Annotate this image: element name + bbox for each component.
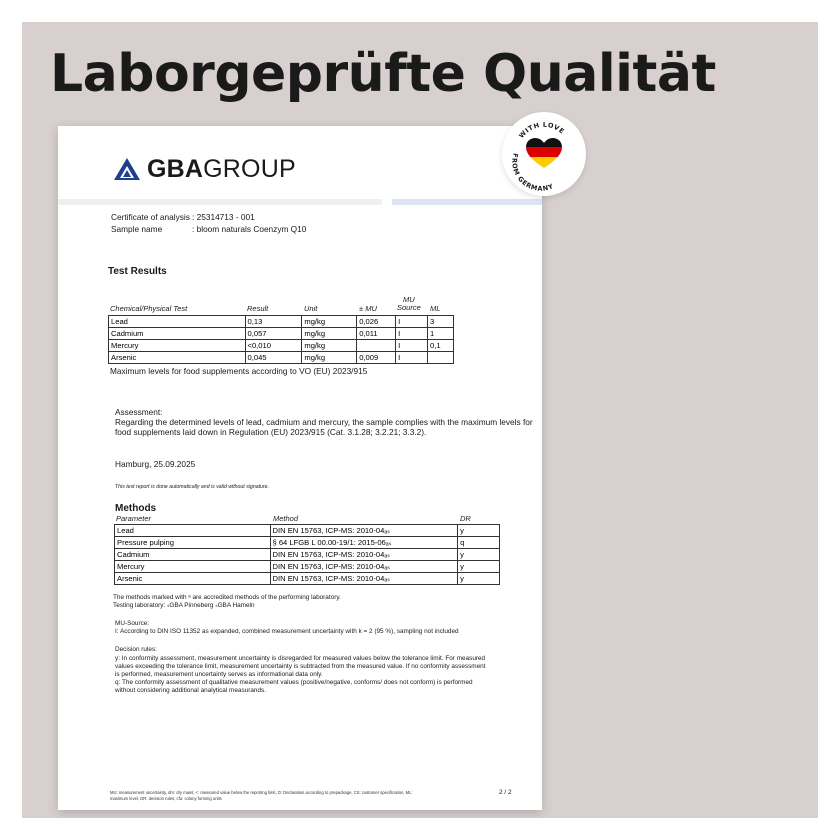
cell: § 64 LFGB L 00.00-19/1: 2015-06ₐₛ <box>270 537 458 549</box>
table-row <box>115 549 500 561</box>
decision-rules-label: Decision rules: <box>115 646 157 653</box>
decision-rule-line: y: In conformity assessment, measurement uncertainty is disregarded for measured values below the tolerance limit. For measured <box>115 655 486 662</box>
accredited-note: The methods marked with ᵃ are accredited methods of the performing laboratory. <box>113 594 341 601</box>
with-love-from-germany-badge <box>502 112 586 196</box>
cell: mg/kg <box>302 340 357 352</box>
cell: mg/kg <box>302 316 357 328</box>
page-number: 2 / 2 <box>499 789 512 796</box>
max-levels-note: Maximum levels for food supplements according to VO (EU) 2023/915 <box>110 366 368 376</box>
svg-text:WITH LOVE <box>517 121 566 140</box>
cell: 0,011 <box>357 328 396 340</box>
footer-legend-line-1: MU: measurement uncertainty, dm: dry mass; <: measured value below the reporting limit, D: Declaration according to prepackage, CS: customer specification, ML: <box>110 790 413 795</box>
cell: DIN EN 15763, ICP-MS: 2010-04ₐₛ <box>270 573 458 585</box>
sample-value: : bloom naturals Coenzym Q10 <box>192 224 307 234</box>
cell: Mercury <box>115 561 271 573</box>
methods-header-dr: DR <box>460 514 471 523</box>
background-panel <box>22 22 818 818</box>
badge-bottom-text: FROM GERMANY <box>510 152 555 193</box>
cell: I <box>396 328 428 340</box>
cell: Arsenic <box>109 352 246 364</box>
table-row <box>115 537 500 549</box>
header-divider <box>58 199 382 205</box>
methods-heading: Methods <box>115 503 157 514</box>
cell: DIN EN 15763, ICP-MS: 2010-04ₐₛ <box>270 561 458 573</box>
methods-header-parameter: Parameter <box>116 514 152 523</box>
results-header-mu-source: MU Source <box>397 295 421 312</box>
test-results-heading: Test Results <box>108 266 167 277</box>
results-header-ml: ML <box>430 304 441 313</box>
methods-header-method: Method <box>273 514 299 523</box>
certificate-value: : 25314713 - 001 <box>192 212 255 222</box>
cell: I <box>396 352 428 364</box>
testing-laboratory: Testing laboratory: ₛGBA Pinneberg ₛGBA Hameln <box>113 602 255 609</box>
cell: mg/kg <box>302 328 357 340</box>
cell: mg/kg <box>302 352 357 364</box>
mu-source-text: I: According to DIN ISO 11352 as expanded, combined measurement uncertainty with k = 2 (95 %), sampling not included <box>115 628 459 635</box>
header-accent-bar <box>392 199 542 205</box>
results-header-test: Chemical/Physical Test <box>110 304 188 313</box>
cell: 0,13 <box>245 316 302 328</box>
cell: 0,1 <box>428 340 454 352</box>
cell: Cadmium <box>109 328 246 340</box>
footer-legend-line-2: maximum level, DR: decision rules, cfu: colony forming units <box>110 796 222 801</box>
table-row <box>109 340 454 352</box>
cell: 1 <box>428 328 454 340</box>
gba-logo <box>112 154 296 184</box>
cell: Lead <box>115 525 271 537</box>
cell: DIN EN 15763, ICP-MS: 2010-04ₐₛ <box>270 549 458 561</box>
certificate-document <box>58 126 542 810</box>
cell: Cadmium <box>115 549 271 561</box>
results-header-result: Result <box>247 304 269 313</box>
cell: I <box>396 340 428 352</box>
gba-logo-icon <box>112 157 142 181</box>
table-row <box>109 316 454 328</box>
cell: 0,045 <box>245 352 302 364</box>
cell: Mercury <box>109 340 246 352</box>
cell: y <box>458 549 500 561</box>
results-table <box>108 315 454 364</box>
cell: Lead <box>109 316 246 328</box>
decision-rule-line: q: The conformity assessment of qualitative measurement values (positive/negative, conforms/ does not conform) is performed <box>115 679 473 686</box>
table-row <box>115 561 500 573</box>
cell: y <box>458 573 500 585</box>
cell: q <box>458 537 500 549</box>
cell: Arsenic <box>115 573 271 585</box>
cell: 0,026 <box>357 316 396 328</box>
cell <box>357 340 396 352</box>
headline: Laborgeprüfte Qualität <box>50 44 716 104</box>
results-header-mu: ± MU <box>359 304 377 313</box>
certificate-label: Certificate of analysis <box>111 212 190 222</box>
cell: <0,010 <box>245 340 302 352</box>
assessment-label: Assessment: <box>115 407 163 417</box>
mu-source-label: MU-Source: <box>115 620 150 627</box>
cell: Pressure pulping <box>115 537 271 549</box>
badge-top-text: WITH LOVE <box>517 120 567 140</box>
logo-text: GBAGROUP <box>147 154 296 183</box>
table-row <box>115 573 500 585</box>
table-row <box>109 328 454 340</box>
cell: y <box>458 525 500 537</box>
cell: I <box>396 316 428 328</box>
table-row <box>115 525 500 537</box>
decision-rule-line: is performed, measurement uncertainty serves as informational data only. <box>115 671 323 678</box>
cell: 0,057 <box>245 328 302 340</box>
place-date: Hamburg, 25.09.2025 <box>115 459 196 469</box>
heart-flag-icon <box>524 136 564 169</box>
decision-rule-line: without considering additional analytical measurands. <box>115 687 266 694</box>
assessment-line-2: food supplements laid down in Regulation (EU) 2023/915 (Cat. 3.1.28; 3.2.21; 3.3.2). <box>115 427 427 437</box>
sample-label: Sample name <box>111 224 163 234</box>
auto-signature-note: This test report is done automatically and is valid without signature. <box>115 484 269 490</box>
badge-graphic <box>502 112 586 196</box>
cell: 0,009 <box>357 352 396 364</box>
cell: DIN EN 15763, ICP-MS: 2010-04ₐₛ <box>270 525 458 537</box>
table-row <box>109 352 454 364</box>
decision-rule-line: values exceeding the tolerance limit, measurement uncertainty is subtracted from the measured value. If no conformity assessment <box>115 663 486 670</box>
cell <box>428 352 454 364</box>
results-header-unit: Unit <box>304 304 318 313</box>
assessment-line-1: Regarding the determined levels of lead, cadmium and mercury, the sample complies with the maximum levels for <box>115 417 533 427</box>
cell: 3 <box>428 316 454 328</box>
methods-table <box>114 524 500 585</box>
cell: y <box>458 561 500 573</box>
